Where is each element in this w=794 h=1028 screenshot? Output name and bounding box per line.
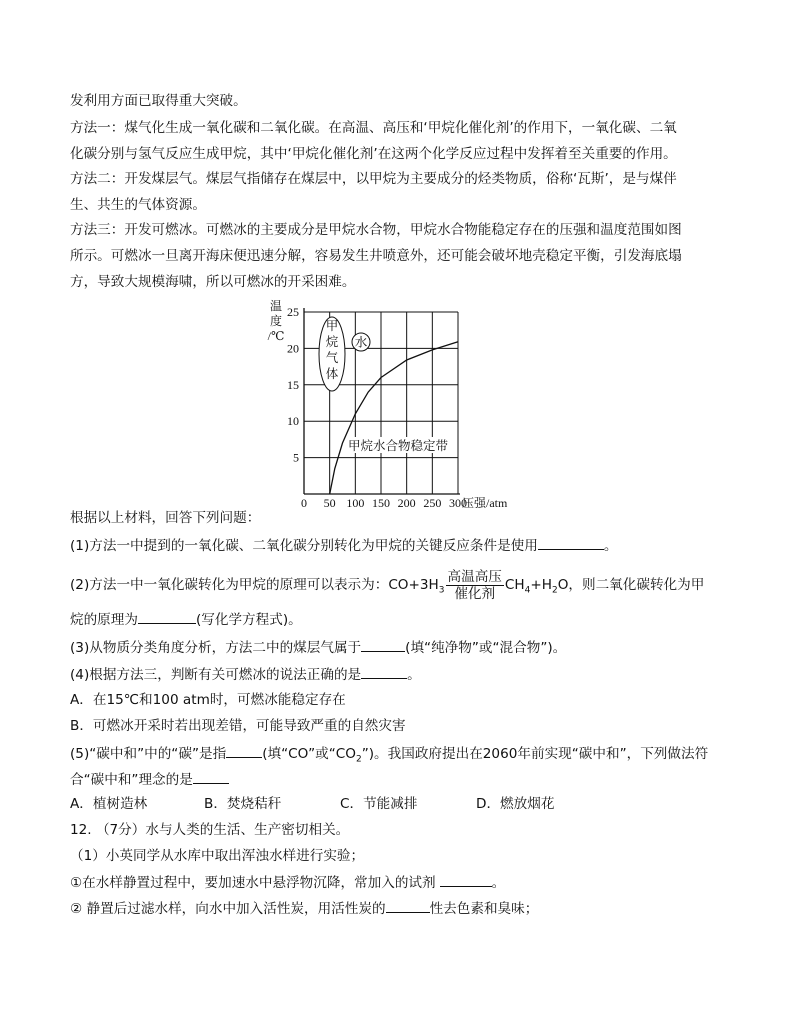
gas-region-label-2: 气 (325, 351, 339, 365)
question-2-text: (2)方法一中一氧化碳转化为甲烷的原理可以表示为：CO+3H (70, 577, 439, 593)
question-5-option-d: D．燃放烟花 (476, 796, 555, 812)
question-12-a-blank[interactable] (440, 872, 492, 887)
x-tick-label-200: 200 (397, 496, 416, 508)
question-12-a (70, 872, 505, 893)
question-12-b (70, 898, 538, 919)
question-1-blank[interactable] (538, 535, 604, 550)
x-tick-label-300: 300 (449, 496, 467, 508)
question-12-a-text: ①在水样静置过程中，要加速水中悬浮物沉降，常加入的试剂 (70, 875, 436, 891)
question-2-blank[interactable] (138, 609, 196, 624)
method-three-line-2: 所示。可燃冰一旦离开海床便迅速分解，容易发生井喷意外，还可能会破坏地壳稳定平衡，引发海底塌 (70, 248, 682, 264)
band-region-label: 甲烷水合物稳定带 (348, 439, 449, 453)
question-5-blank[interactable] (226, 743, 262, 758)
question-4-option-b: B．可燃冰开采时若出现差错，可能导致严重的自然灾害 (70, 718, 406, 734)
question-1-text: (1)方法一中提到的一氧化碳、二氧化碳分别转化为甲烷的关键反应条件是使用 (70, 538, 538, 554)
method-two-line-2: 生、共生的气体资源。 (70, 197, 206, 213)
x-tick-label-50: 50 (323, 496, 336, 508)
question-5-part-b (70, 769, 229, 790)
question-5-options (70, 794, 554, 814)
reaction-condition (446, 569, 504, 602)
question-12-b-blank[interactable] (386, 898, 430, 913)
y-axis-label-0: 温 (269, 299, 283, 313)
question-5-text: (5)“碳中和”中的“碳”是指 (70, 746, 227, 762)
y-tick-label-15: 15 (287, 377, 299, 392)
y-tick-label-20: 20 (287, 341, 299, 356)
hydrate-stability-chart (260, 296, 520, 508)
question-2-product-sub: 4 (524, 585, 531, 596)
question-5-option-b: B．焚烧秸秆 (204, 796, 282, 812)
x-tick-label-250: 250 (423, 496, 442, 508)
method-three-line-1: 方法三：开发可燃冰。可燃冰的主要成分是甲烷水合物，甲烷水合物能稳定存在的压强和温度范围如图 (70, 222, 682, 238)
gas-region-label-0: 甲 (325, 319, 339, 333)
method-two-line-1: 方法二：开发煤层气。煤层气指储存在煤层中，以甲烷为主要成分的烃类物质，俗称‘瓦斯’，是与煤伴 (70, 171, 677, 187)
question-5-end: ”)。我国政府提出在2060年前实现“碳中和”，下列做法符 (361, 746, 709, 762)
question-5b-text: 合“碳中和”理念的是 (70, 772, 193, 788)
question-3-end: (填“纯净物”或“混合物”)。 (405, 640, 567, 656)
question-4-option-a: A．在15℃和100 atm时，可燃冰能稳定存在 (70, 692, 346, 708)
question-4 (70, 664, 421, 685)
chart-ticks (287, 305, 467, 508)
reaction-condition-top: 高温高压 (447, 568, 502, 585)
question-2b-end: (写化学方程式)。 (195, 612, 302, 628)
question-2-mid-sub: 2 (551, 585, 558, 596)
x-tick-label-150: 150 (372, 496, 390, 508)
method-three-line-3: 方，导致大规模海啸，所以可燃冰的开采困难。 (70, 274, 356, 290)
x-axis-label: 压强/atm (462, 496, 508, 508)
y-axis-label-2: /℃ (267, 329, 285, 343)
y-tick-label-5: 5 (293, 450, 299, 465)
question-2b-text: 烷的原理为 (70, 612, 138, 628)
question-2-mid: +H (530, 577, 552, 593)
question-2-product: CH (504, 577, 525, 593)
reaction-condition-bottom: 催化剂 (454, 585, 496, 602)
x-tick-label-100: 100 (346, 496, 365, 508)
y-tick-label-10: 10 (287, 414, 299, 429)
x-tick-label-0: 0 (301, 496, 307, 508)
question-3 (70, 637, 566, 658)
question-4-blank[interactable] (361, 664, 407, 679)
y-axis-label-1: 度 (269, 314, 283, 328)
water-region-label: 水 (354, 335, 368, 350)
stability-boundary-curve (330, 342, 458, 494)
gas-region-label-3: 体 (325, 367, 339, 381)
question-2-sub: 3 (438, 585, 445, 596)
method-one-line-1: 方法一：煤气化生成一氧化碳和二氧化碳。在高温、高压和‘甲烷化催化剂’的作用下，一氧化碳、二氧 (70, 120, 677, 136)
paragraph-intro: 发利用方面已取得重大突破。 (70, 93, 247, 109)
question-5-mid: (填“CO”或“CO (262, 746, 356, 762)
question-12-b-end: 性去色素和臭味； (429, 901, 539, 917)
method-one-line-2: 化碳分别与氢气反应生成甲烷，其中‘甲烷化催化剂’在这两个化学反应过程中发挥着至关重要的作用。 (70, 146, 677, 162)
question-4-end: 。 (407, 667, 421, 683)
question-1-end: 。 (603, 538, 618, 554)
question-5-option-a: A．植树造林 (70, 796, 148, 812)
question-12: 12. （7分）水与人类的生活、生产密切相关。 (70, 822, 350, 838)
question-4-text: (4)根据方法三，判断有关可燃冰的说法正确的是 (70, 667, 362, 683)
question-1 (70, 535, 617, 556)
question-5 (70, 743, 708, 770)
question-12-part-1: （1）小英同学从水库中取出浑浊水样进行实验； (70, 848, 365, 864)
questions-intro: 根据以上材料，回答下列问题： (70, 510, 261, 526)
question-2-part-b (70, 609, 302, 630)
question-3-text: (3)从物质分类角度分析，方法二中的煤层气属于 (70, 640, 362, 656)
gas-region-label-1: 烷 (325, 335, 339, 349)
question-5-sub: 2 (355, 754, 362, 765)
question-5b-blank[interactable] (193, 769, 229, 784)
question-12-b-text: ② 静置后过滤水样，向水中加入活性炭，用活性炭的 (70, 901, 386, 917)
question-2 (70, 568, 704, 608)
question-2-end: O，则二氧化碳转化为甲 (557, 577, 705, 593)
question-12-a-end: 。 (491, 875, 506, 891)
question-5-option-c: C．节能减排 (340, 796, 418, 812)
question-3-blank[interactable] (361, 637, 405, 652)
chart-curve (330, 342, 458, 494)
y-tick-label-25: 25 (287, 305, 299, 319)
